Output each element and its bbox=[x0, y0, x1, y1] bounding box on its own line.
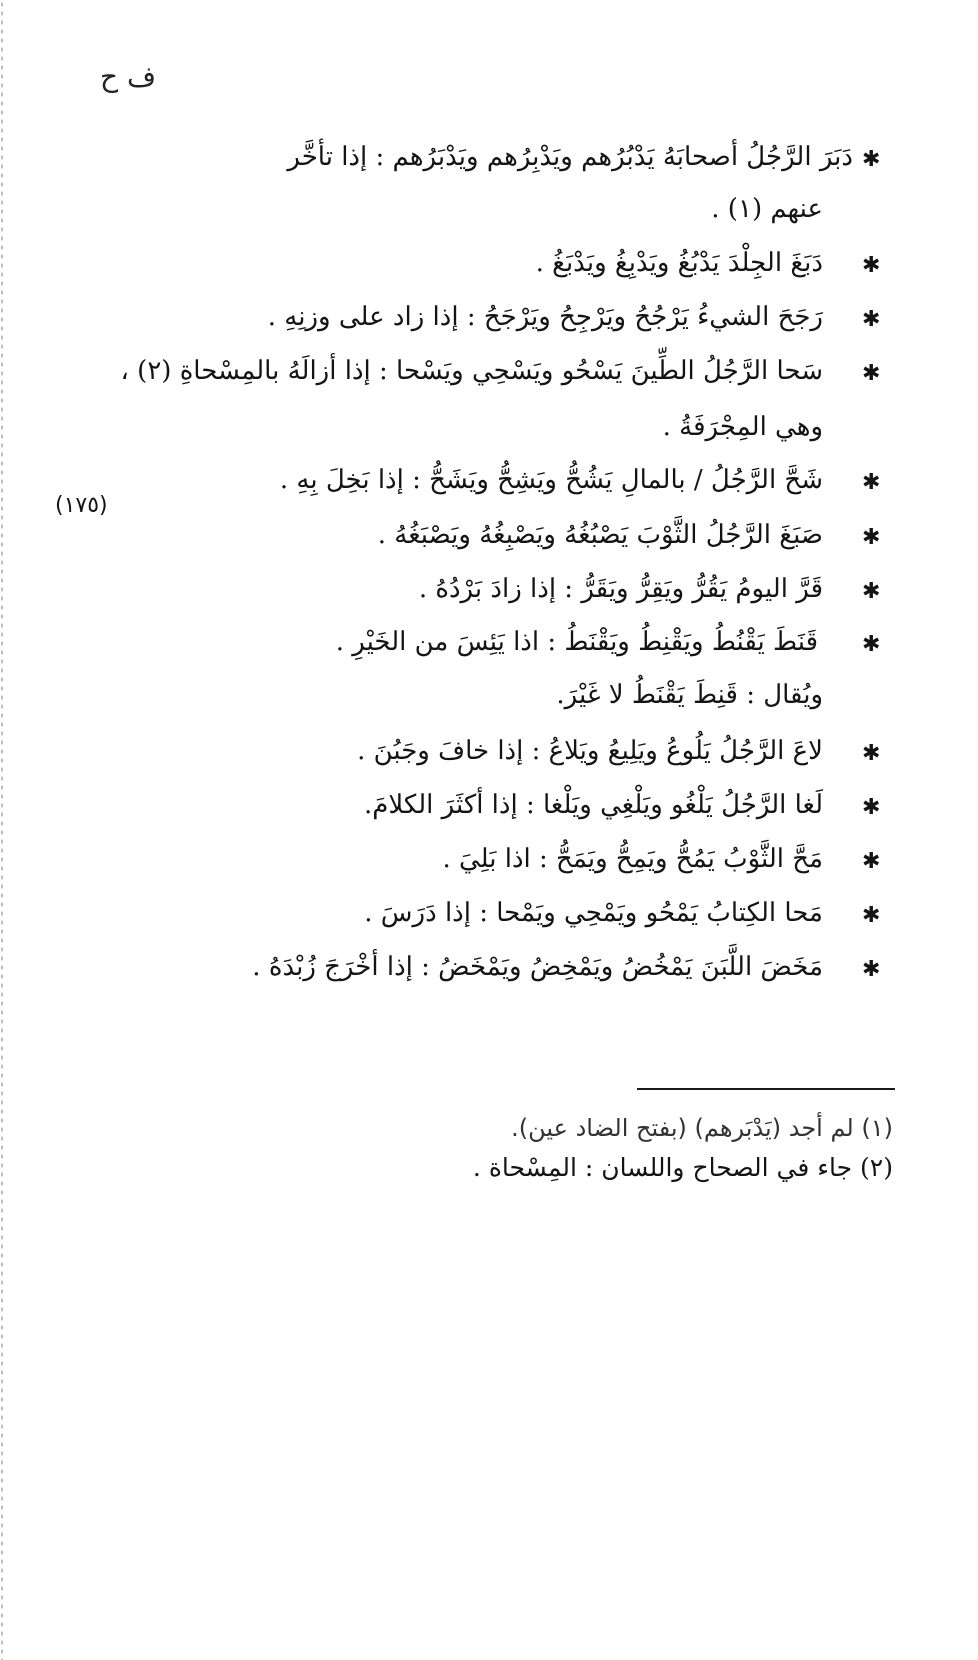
entry-line: لَغا الرَّجُلُ يَلْغُو ويَلْغِي ويَلْغا : إذا أكثَرَ الكلامَ. bbox=[363, 790, 823, 820]
entry-line-continuation: وهي المِجْرَفَةُ . bbox=[662, 412, 823, 442]
footnote-separator bbox=[637, 1088, 895, 1090]
footnote-2: (٢) جاء في الصحاح واللسان : المِسْحاة . bbox=[472, 1153, 893, 1182]
entry-line: دَبَرَ الرَّجُلُ أصحابَهُ يَدْبُرُهم ويَدْبِرُهم ويَدْبَرُهم : إذا تأخَّر bbox=[287, 142, 853, 172]
entry-bullet: ✱ bbox=[862, 849, 881, 874]
entry-line-continuation: عنهم (١) . bbox=[711, 194, 823, 224]
entry-bullet: ✱ bbox=[862, 253, 881, 278]
entry-line: سَحا الرَّجُلُ الطِّينَ يَسْحُو ويَسْحِي ويَسْحا : إذا أزالَهُ بالمِسْحاةِ (٢) ، bbox=[120, 356, 823, 386]
corner-handwritten-mark: ف ح bbox=[100, 60, 156, 93]
entry-line: قَنَطَ يَقْنُطُ ويَقْنِطُ ويَقْنَطُ : اذا يَئِسَ من الخَيْرِ . bbox=[335, 627, 818, 657]
entry-line: شَحَّ الرَّجُلُ / بالمالِ يَشُحُّ ويَشِحُّ ويَشَحُّ : إذا بَخِلَ بِهِ . bbox=[279, 465, 823, 495]
entry-line: صَبَغَ الرَّجُلُ الثَّوْبَ يَصْبُغُهُ ويَصْبِغُهُ ويَصْبَغُهُ . bbox=[377, 520, 823, 550]
entry-line: مَحا الكِتابُ يَمْحُو ويَمْحِي ويَمْحا : إذا دَرَسَ . bbox=[364, 898, 823, 928]
entry-bullet: ✱ bbox=[862, 632, 881, 657]
entry-bullet: ✱ bbox=[862, 307, 881, 332]
entry-line: مَحَّ الثَّوْبُ يَمُحُّ ويَمِحُّ ويَمَحُّ : اذا بَلِيَ . bbox=[442, 844, 823, 874]
entry-line: قَرَّ اليومُ يَقُرُّ ويَقِرُّ ويَقَرُّ : إذا زادَ بَرْدُهُ . bbox=[418, 574, 823, 604]
entry-line: دَبَغَ الجِلْدَ يَدْبُغُ ويَدْبِغُ ويَدْبَغُ . bbox=[535, 248, 823, 278]
entry-bullet: ✱ bbox=[862, 147, 881, 172]
footnote-1: (١) لم أجد (يَدْبَرهم) (بفتح الضاد عين). bbox=[511, 1114, 893, 1142]
entry-bullet: ✱ bbox=[862, 525, 881, 550]
entry-line-continuation: ويُقال : قَنِطَ يَقْنَطُ لا غَيْرَ. bbox=[556, 680, 823, 710]
entry-bullet: ✱ bbox=[862, 903, 881, 928]
entry-bullet: ✱ bbox=[862, 741, 881, 766]
scan-edge-dots bbox=[0, 0, 4, 1660]
entry-line: رَجَحَ الشيءُ يَرْجُحُ ويَرْجِحُ ويَرْجَحُ : إذا زاد على وزنِهِ . bbox=[267, 302, 823, 332]
entry-bullet: ✱ bbox=[862, 579, 881, 604]
page-side-number: (١٧٥) bbox=[55, 493, 108, 518]
entry-line: لاعَ الرَّجُلُ يَلُوعُ ويَلِيعُ ويَلاعُ : إذا خافَ وجَبُنَ . bbox=[357, 736, 823, 766]
entry-line: مَخَضَ اللَّبَنَ يَمْخُضُ ويَمْخِضُ ويَمْخَضُ : إذا أخْرَجَ زُبْدَهُ . bbox=[252, 952, 823, 982]
entry-bullet: ✱ bbox=[862, 361, 881, 386]
entry-bullet: ✱ bbox=[862, 470, 881, 495]
entry-bullet: ✱ bbox=[862, 957, 881, 982]
entry-bullet: ✱ bbox=[862, 795, 881, 820]
